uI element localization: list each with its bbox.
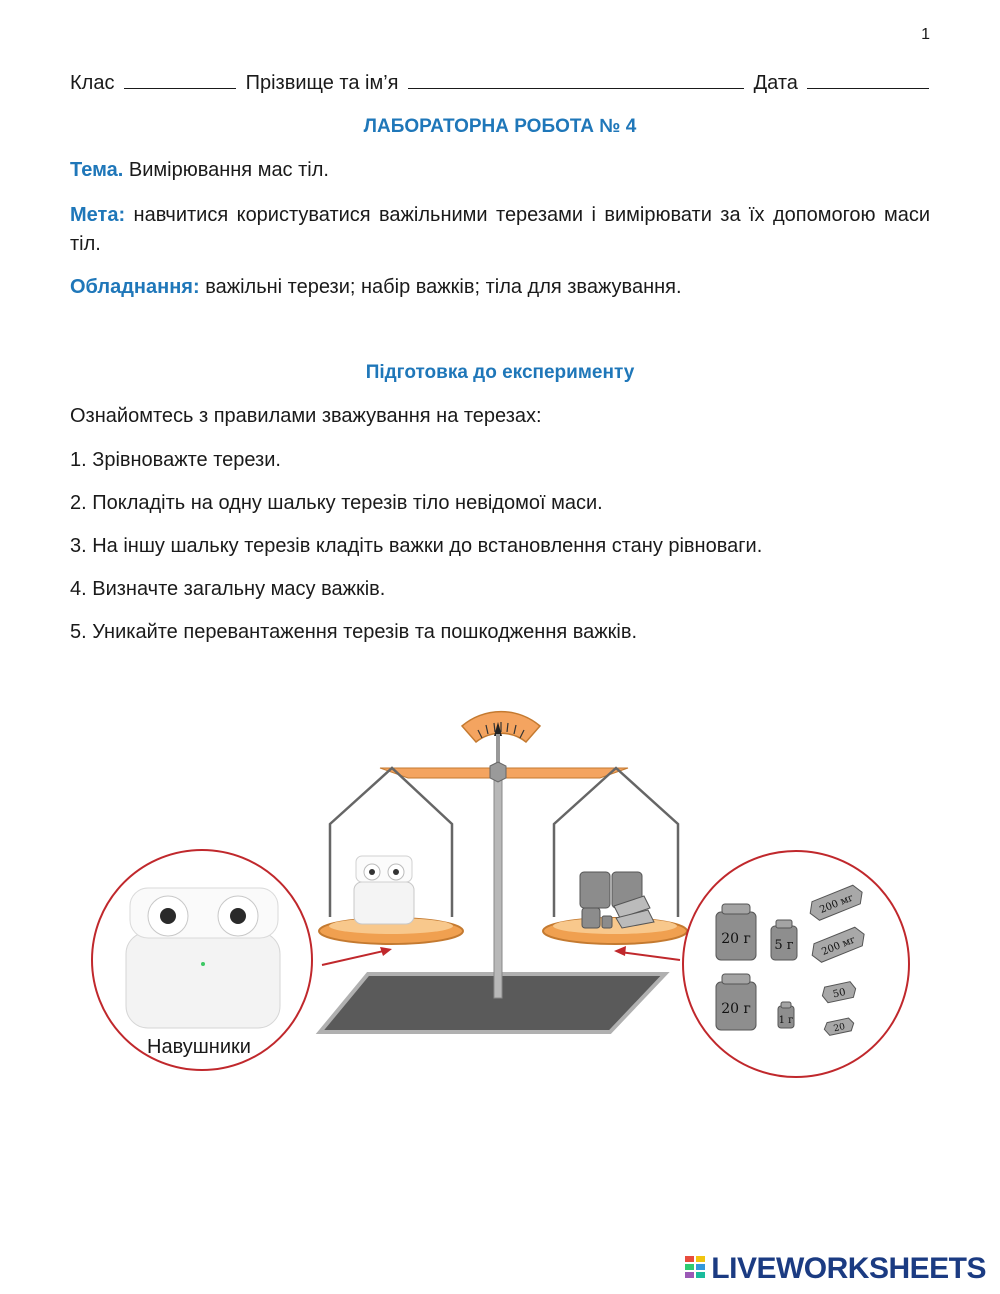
name-input[interactable] bbox=[408, 72, 744, 89]
scale-pillar bbox=[494, 770, 502, 998]
weight-label: 20 bbox=[832, 1022, 847, 1035]
scale-base bbox=[320, 974, 665, 1032]
goal-paragraph bbox=[70, 201, 930, 259]
weight-1g bbox=[778, 1002, 794, 1028]
weight-5g bbox=[771, 920, 797, 960]
beam-pivot bbox=[490, 762, 506, 782]
logo-text: LIVEWORKSHEETS bbox=[711, 1252, 986, 1285]
logo-icon bbox=[685, 1256, 707, 1284]
class-label: Клас bbox=[70, 72, 115, 94]
equipment-label: Обладнання: bbox=[70, 276, 200, 298]
header-fields bbox=[70, 72, 933, 95]
weights-on-pan bbox=[580, 872, 654, 928]
page-number: 1 bbox=[921, 26, 930, 43]
weight-label: 20 г bbox=[721, 1001, 751, 1017]
weights-circle bbox=[683, 851, 909, 1077]
earbuds-caption: Навушники bbox=[147, 1036, 251, 1058]
step-5: 5. Уникайте перевантаження терезів та пошкодження важків. bbox=[70, 621, 638, 643]
name-label: Прізвище та ім’я bbox=[245, 72, 399, 94]
weight-20g-a bbox=[716, 904, 756, 960]
date-input[interactable] bbox=[807, 72, 929, 89]
earbuds-large bbox=[126, 888, 280, 1028]
topic-label: Тема. bbox=[70, 159, 124, 181]
weight-20g-b bbox=[716, 974, 756, 1030]
intro-text: Ознайомтесь з правилами зважування на терезах: bbox=[70, 405, 542, 427]
weight-label: 20 г bbox=[721, 931, 751, 947]
goal-label: Мета: bbox=[70, 204, 126, 226]
page-title: ЛАБОРАТОРНА РОБОТА № 4 bbox=[363, 116, 637, 137]
topic-text: Вимірювання мас тіл. bbox=[128, 159, 329, 181]
date-label: Дата bbox=[753, 72, 798, 94]
equipment-line bbox=[70, 276, 682, 299]
weight-label: 200 мг bbox=[818, 892, 856, 916]
step-4: 4. Визначте загальну масу важків. bbox=[70, 578, 386, 600]
weight-label: 1 г bbox=[778, 1015, 794, 1026]
earbuds-on-pan bbox=[354, 856, 414, 924]
section-title: Підготовка до експерименту bbox=[365, 362, 635, 383]
weight-label: 200 мг bbox=[820, 934, 858, 958]
weight-label: 50 bbox=[831, 986, 847, 1001]
step-2: 2. Покладіть на одну шальку терезів тіло невідомої маси. bbox=[70, 492, 603, 514]
liveworksheets-logo[interactable] bbox=[685, 1252, 986, 1286]
equipment-text: важільні терези; набір важків; тіла для зважування. bbox=[205, 276, 682, 298]
step-1: 1. Зрівноважте терези. bbox=[70, 449, 281, 471]
step-3: 3. На іншу шальку терезів кладіть важки до встановлення стану рівноваги. bbox=[70, 535, 763, 557]
weight-label: 5 г bbox=[774, 938, 794, 953]
goal-text: навчитися користуватися важільними терезами і вимірювати за їх допомогою маси тіл. bbox=[70, 204, 930, 255]
topic-line bbox=[70, 159, 329, 182]
class-input[interactable] bbox=[124, 72, 236, 89]
